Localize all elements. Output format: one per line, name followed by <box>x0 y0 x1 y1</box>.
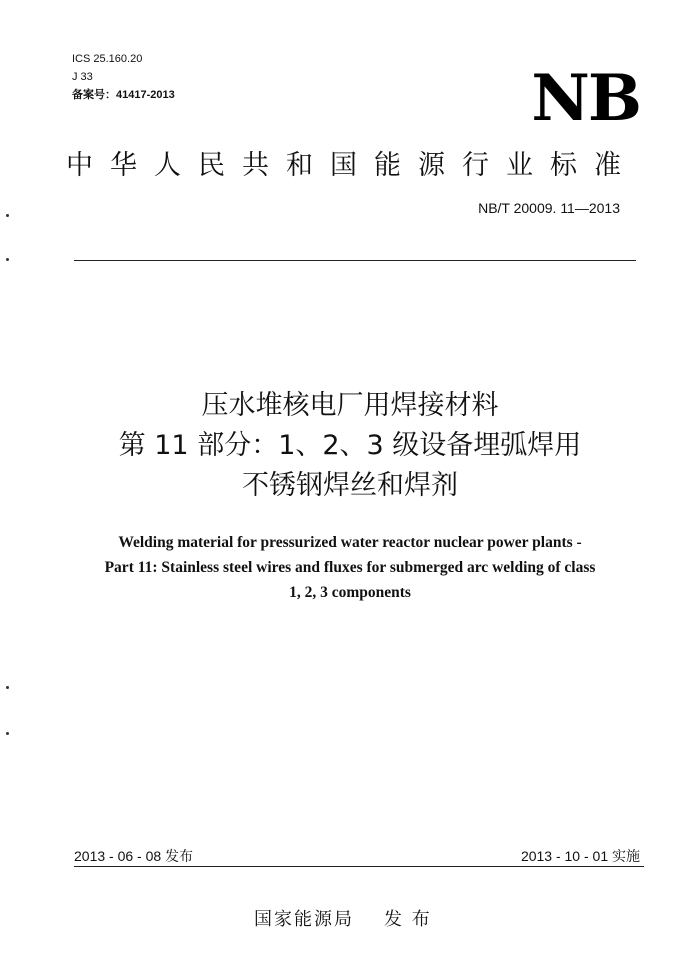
publisher-action: 发 布 <box>384 909 432 930</box>
issue-date: 2013 - 06 - 08 发布 <box>74 848 194 864</box>
chinese-title-line-1: 压水堆核电厂用焊接材料 <box>201 390 499 421</box>
chinese-title-line-3: 不锈钢焊丝和焊剂 <box>242 470 458 501</box>
english-title-line-2: Part 11: Stainless steel wires and fluxes for submerged arc welding of class <box>104 559 596 576</box>
standard-number: NB/T 20009. 11—2013 <box>478 200 620 216</box>
scan-mark <box>6 214 9 217</box>
implementation-date: 2013 - 10 - 01 实施 <box>520 848 640 864</box>
ccs-code: J 33 <box>72 71 93 83</box>
chinese-title <box>0 386 700 506</box>
publisher-name: 国家能源局 <box>254 909 354 930</box>
ics-code: ICS 25.160.20 <box>72 53 143 65</box>
chinese-title-line-2: 第 11 部分：1、2、3 级设备埋弧焊用 <box>118 430 582 461</box>
nb-logo: NB <box>531 61 640 136</box>
english-title-line-3: 1, 2, 3 components <box>289 584 411 601</box>
publisher-line <box>254 905 432 931</box>
header-divider <box>74 260 636 261</box>
english-title-line-1: Welding material for pressurized water reactor nuclear power plants - <box>118 534 582 551</box>
footer-divider <box>74 866 644 867</box>
standard-class-title: 中华人民共和国能源行业标准 <box>66 150 638 181</box>
scan-mark <box>6 258 9 261</box>
english-title <box>0 530 700 605</box>
record-number: 备案号：41417-2013 <box>72 89 175 101</box>
scan-mark <box>6 686 9 689</box>
scan-mark <box>6 732 9 735</box>
